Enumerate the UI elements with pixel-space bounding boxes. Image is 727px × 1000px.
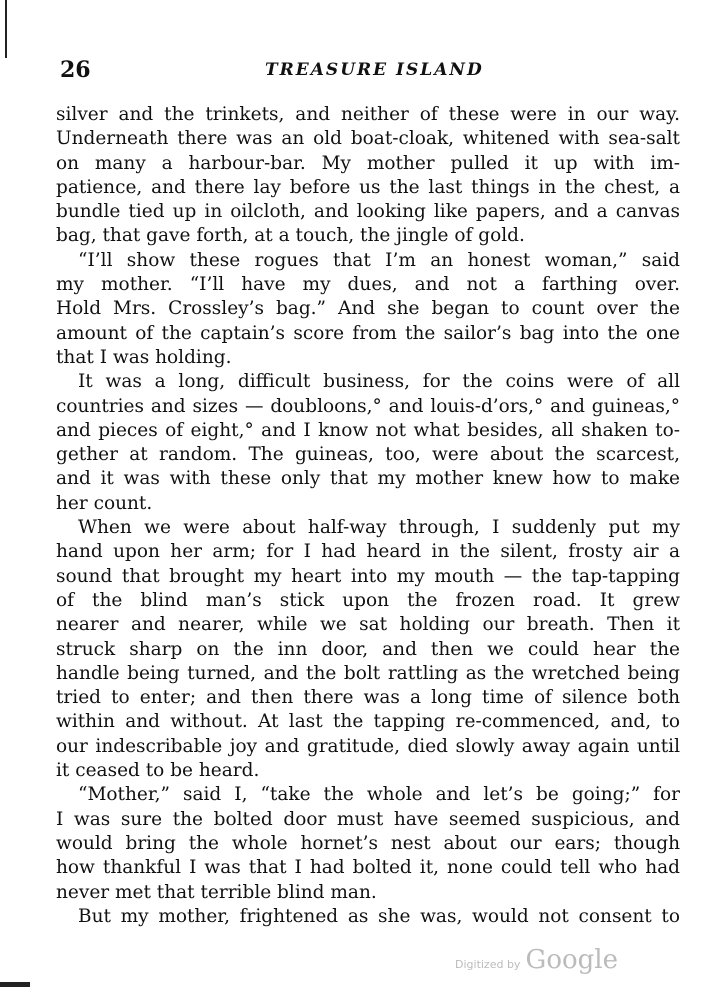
text-line: “Mother,” said I, “take the whole and let’s be going;” for — [78, 784, 680, 806]
text-line: would bring the whole hornet’s nest about our ears; though — [56, 832, 680, 854]
google-logo: Google — [525, 945, 618, 975]
text-line: Underneath there was an old boat-cloak, whitened with sea-salt — [56, 128, 680, 150]
watermark-prefix: Digitized by — [455, 958, 521, 971]
scan-edge-mark — [5, 0, 7, 58]
text-line: patience, and there lay before us the last things in the chest, a — [56, 176, 680, 198]
text-line: on many a harbour-bar. My mother pulled it up with im- — [56, 152, 680, 174]
body-text — [56, 103, 680, 929]
text-line: gether at random. The guineas, too, were about the scarcest, — [56, 444, 680, 466]
text-line: her count. — [56, 492, 153, 514]
text-line: tried to enter; and then there was a long time of silence both — [56, 687, 680, 709]
running-head: TREASURE ISLAND — [265, 60, 484, 80]
text-line: bundle tied up in oilcloth, and looking like papers, and a canvas — [56, 201, 680, 223]
text-line: and it was with these only that my mother knew how to make — [56, 468, 680, 490]
text-line: sound that brought my heart into my mouth — the tap-tapping — [56, 565, 680, 587]
page-header — [60, 55, 680, 85]
text-line: struck sharp on the inn door, and then we could hear the — [56, 638, 680, 660]
digitized-watermark — [455, 945, 618, 975]
text-line: our indescribable joy and gratitude, died slowly away again until — [56, 735, 680, 757]
text-line: Hold Mrs. Crossley’s bag.” And she began to count over the — [56, 298, 680, 320]
text-line: bag, that gave forth, at a touch, the jingle of gold. — [56, 225, 525, 247]
text-line: silver and the trinkets, and neither of these were in our way. — [56, 104, 680, 125]
text-line: countries and sizes — doubloons,° and louis-d’ors,° and guineas,° — [56, 395, 680, 417]
text-line: and pieces of eight,° and I know not what besides, all shaken to- — [56, 419, 680, 441]
text-line: handle being turned, and the bolt rattling as the wretched being — [56, 662, 680, 684]
text-line: of the blind man’s stick upon the frozen road. It grew — [56, 589, 680, 611]
text-line: I was sure the bolted door must have seemed suspicious, and — [56, 808, 680, 830]
text-line: hand upon her arm; for I had heard in the silent, frosty air a — [56, 541, 680, 563]
text-line: nearer and nearer, while we sat holding our breath. Then it — [56, 614, 680, 636]
text-line: “I’ll show these rogues that I’m an honest woman,” said — [78, 249, 680, 271]
text-line: But my mother, frightened as she was, would not consent to — [78, 905, 680, 927]
text-line: my mother. “I’ll have my dues, and not a farthing over. — [56, 274, 680, 296]
text-line: amount of the captain’s score from the sailor’s bag into the one — [56, 322, 680, 344]
text-line: how thankful I was that I had bolted it, none could tell who had — [56, 857, 680, 879]
page-number: 26 — [60, 57, 91, 83]
text-line: it ceased to be heard. — [56, 760, 260, 782]
scan-margin-mark — [0, 982, 30, 987]
text-line: that I was holding. — [56, 346, 232, 368]
text-line: When we were about half-way through, I suddenly put my — [78, 517, 680, 539]
text-line: within and without. At last the tapping re-commenced, and, to — [56, 711, 680, 733]
text-line: never met that terrible blind man. — [56, 881, 377, 903]
text-line: It was a long, difficult business, for the coins were of all — [78, 371, 680, 393]
